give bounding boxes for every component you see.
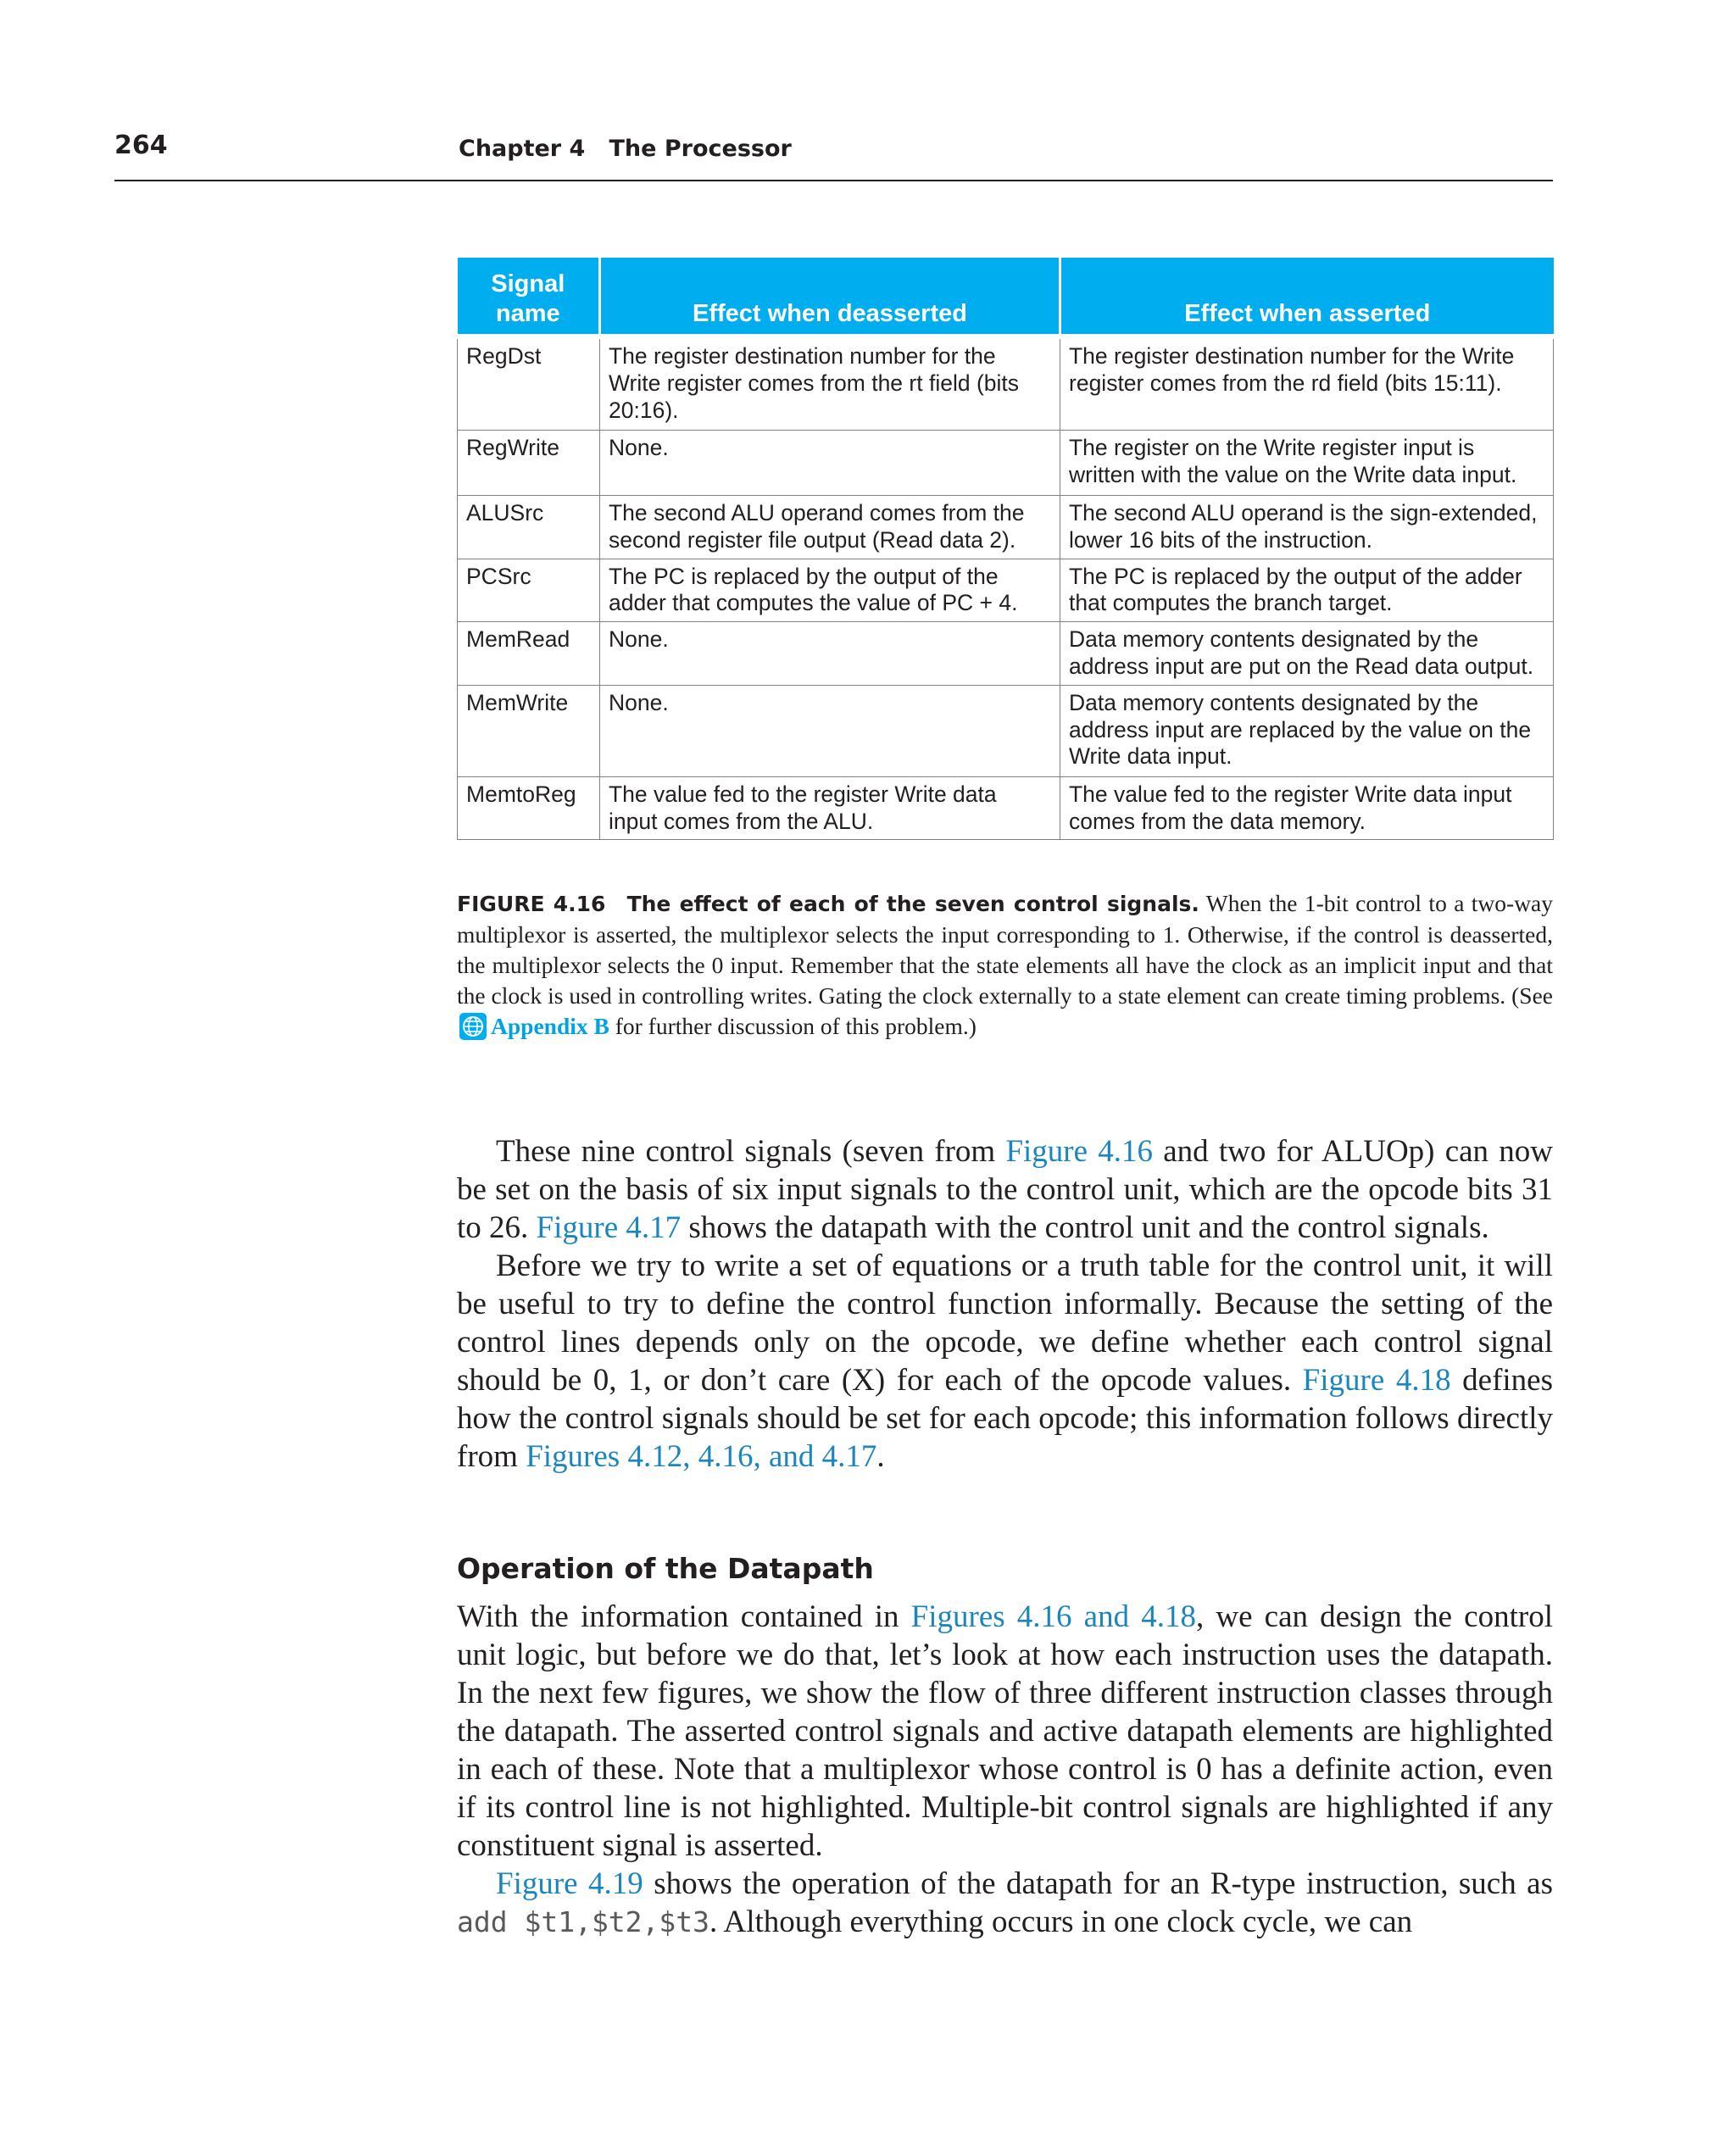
text-run: These nine control signals (seven from [496,1134,1006,1169]
header-signal-name: Signal name [458,258,600,336]
text-run: Before we try to write a set of equations or a truth table for the control unit, it will be useful to try to define the control function informally. Because the setting of the control lines depends only on the opcode, we define whether each control signal should be 0, 1, or don’t care (X) for each of the opcode values. [457,1248,1553,1398]
figure-4-16-link[interactable]: Figure 4.16 [1005,1134,1154,1169]
paragraph [457,1132,1553,1247]
table-row [458,336,1554,431]
paragraph [457,1865,1553,1941]
text-run: , we can design the control unit logic, but before we do that, let’s look at how each instruction uses the datapath. In the next few figures, we show the flow of three different instruction classes through the datapath. The asserted control signals and active datapath elements are highlighted in each of these. Note that a multiplexor whose control is 0 has a definite action, even if its control line is not highlighted. Multiple-bit control signals are highlighted if any constituent signal is asserted. [457,1599,1553,1863]
text-run: shows the operation of the datapath for an R-type instruction, such as [643,1866,1553,1901]
asserted-cell: Data memory contents designated by the address input are replaced by the value on the Write data input. [1060,685,1554,776]
table-row [458,776,1554,840]
signal-cell: MemtoReg [458,776,600,840]
figures-4-12-4-16-4-17-link[interactable]: Figures 4.12, 4.16, and 4.17 [526,1439,877,1474]
table-row [458,685,1554,776]
table-header-row [458,258,1554,336]
page-header [114,127,1553,181]
deasserted-cell: The register destination number for the Write register comes from the rt field (bits 20:16). [600,336,1060,431]
signal-cell: MemRead [458,622,600,686]
caption-text-end: for further discussion of this problem.) [609,1013,976,1039]
header-deasserted: Effect when deasserted [600,258,1060,336]
signal-cell: RegWrite [458,431,600,496]
figure-4-19-link[interactable]: Figure 4.19 [496,1866,643,1901]
asserted-cell: Data memory contents designated by the address input are put on the Read data output. [1060,622,1554,686]
body-text-lower [457,1598,1553,1941]
paragraph [457,1247,1553,1476]
signal-cell: RegDst [458,336,600,431]
control-signals-table [457,258,1554,840]
table-row [458,496,1554,559]
asserted-cell: The second ALU operand is the sign-extended, lower 16 bits of the instruction. [1060,496,1554,559]
chapter-title: Chapter 4 The Processor [459,136,792,162]
asserted-cell: The register on the Write register input is written with the value on the Write data input. [1060,431,1554,496]
asserted-cell: The value fed to the register Write data input comes from the data memory. [1060,776,1554,840]
signal-cell: PCSrc [458,559,600,622]
table-row [458,559,1554,622]
text-run: shows the datapath with the control unit and the control signals. [681,1210,1489,1245]
figure-4-18-link[interactable]: Figure 4.18 [1302,1363,1451,1398]
figure-caption [457,888,1553,1042]
table-row [458,431,1554,496]
page-number: 264 [114,131,168,160]
deasserted-cell: The PC is replaced by the output of the adder that computes the value of PC + 4. [600,559,1060,622]
text-run: With the information contained in [457,1599,911,1634]
header-asserted: Effect when asserted [1060,258,1554,336]
deasserted-cell: The value fed to the register Write data input comes from the ALU. [600,776,1060,840]
table-row [458,622,1554,686]
figures-4-16-4-18-link[interactable]: Figures 4.16 and 4.18 [910,1599,1196,1634]
deasserted-cell: None. [600,622,1060,686]
code-snippet: add $t1,$t2,$t3 [457,1905,710,1938]
caption-text: When the 1-bit control to a two-way multiplexor is asserted, the multiplexor selects the input corresponding to 1. Otherwise, if the control is deasserted, the multiplexor selects the 0 input. Remember that the state elements all have the clock as an implicit input and that the clock is used in controlling writes. Gating the clock externally to a state element can create timing problems. (See [457,890,1554,1009]
section-heading: Operation of the Datapath [457,1552,874,1585]
figure-title: The effect of each of the seven control signals. [626,892,1199,916]
text-run: defines how the control signals should be set for each opcode; this information follows directly from [457,1363,1553,1474]
globe-icon [459,1012,487,1041]
deasserted-cell: None. [600,431,1060,496]
asserted-cell: The register destination number for the Write register comes from the rd field (bits 15:11). [1060,336,1554,431]
body-text-upper [457,1132,1553,1476]
text-run: . Although everything occurs in one clock cycle, we can [709,1905,1413,1939]
text-run: . [876,1439,885,1474]
figure-4-17-link[interactable]: Figure 4.17 [536,1210,682,1245]
paragraph [457,1598,1553,1865]
deasserted-cell: None. [600,685,1060,776]
figure-label: FIGURE 4.16 [457,892,606,916]
signal-cell: ALUSrc [458,496,600,559]
deasserted-cell: The second ALU operand comes from the second register file output (Read data 2). [600,496,1060,559]
asserted-cell: The PC is replaced by the output of the adder that computes the branch target. [1060,559,1554,622]
appendix-b-link[interactable]: Appendix B [491,1013,609,1039]
text-run: and two for ALUOp) can now be set on the basis of six input signals to the control unit, which are the opcode bits 31 to 26. [457,1134,1553,1245]
signal-cell: MemWrite [458,685,600,776]
